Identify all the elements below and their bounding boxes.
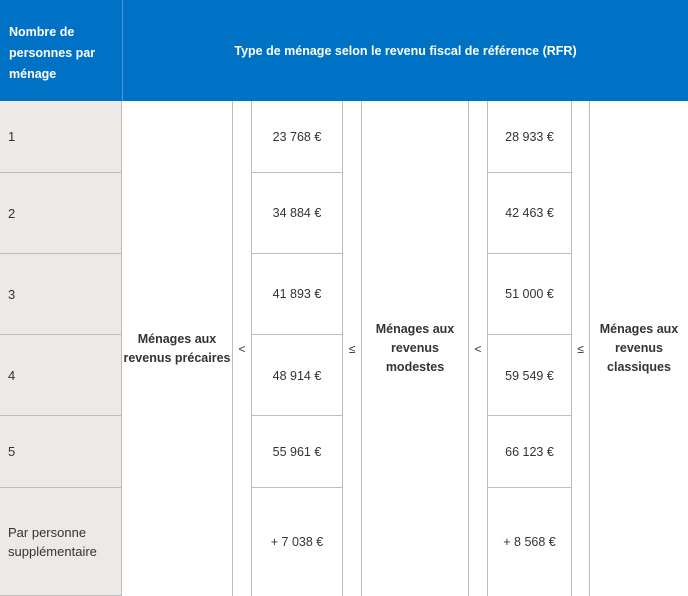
threshold2-row-3: 51 000 € (487, 254, 572, 335)
threshold1-row-5: 55 961 € (251, 416, 343, 488)
category-precaires: Ménages aux revenus précaires (122, 101, 233, 596)
threshold1-row-4: 48 914 € (251, 335, 343, 416)
threshold2-row-2: 42 463 € (487, 173, 572, 254)
category-modestes: Ménages aux revenus modestes (361, 101, 469, 596)
symbol-less-equal-2: ≤ (577, 341, 584, 356)
threshold1-row-3: 41 893 € (251, 254, 343, 335)
symbol-less-than-2: < (474, 341, 482, 356)
row-persons-1: 1 (0, 101, 122, 173)
category-classiques: Ménages aux revenus classiques (589, 101, 688, 596)
header-persons-per-household: Nombre de personnes par ménage (0, 0, 122, 101)
symbol-less-than-1: < (238, 341, 246, 356)
row-persons-2: 2 (0, 173, 122, 254)
threshold2-row-1: 28 933 € (487, 101, 572, 173)
threshold2-row-5: 66 123 € (487, 416, 572, 488)
threshold1-row-extra: + 7 038 € (251, 488, 343, 596)
row-persons-extra: Par personne supplémentaire (0, 488, 122, 596)
threshold2-row-4: 59 549 € (487, 335, 572, 416)
threshold1-row-2: 34 884 € (251, 173, 343, 254)
threshold2-row-extra: + 8 568 € (487, 488, 572, 596)
row-persons-3: 3 (0, 254, 122, 335)
row-persons-5: 5 (0, 416, 122, 488)
symbol-less-equal-1: ≤ (348, 341, 356, 356)
threshold1-row-1: 23 768 € (251, 101, 343, 173)
header-household-type: Type de ménage selon le revenu fiscal de référence (RFR) (122, 0, 688, 101)
row-persons-4: 4 (0, 335, 122, 416)
